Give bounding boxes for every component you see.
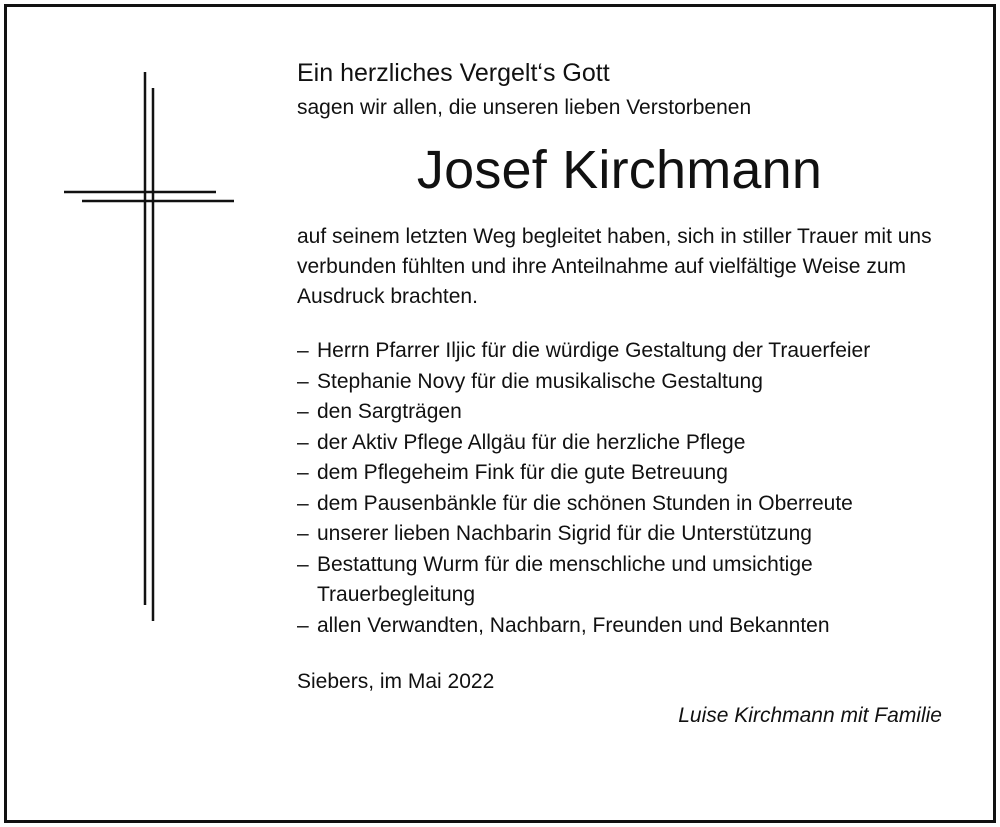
list-item-text: dem Pflegeheim Fink für die gute Betreuung bbox=[317, 461, 728, 484]
list-item-text: den Sargträgen bbox=[317, 400, 462, 423]
list-item-text: Herrn Pfarrer Iljic für die würdige Gestaltung der Trauerfeier bbox=[317, 339, 871, 362]
list-item-text: unserer lieben Nachbarin Sigrid für die Unterstützung bbox=[317, 522, 812, 545]
notice-intro: sagen wir allen, die unseren lieben Verstorbenen bbox=[297, 96, 752, 119]
dash-marker: – bbox=[297, 369, 309, 393]
dash-marker: – bbox=[297, 522, 309, 545]
dash-marker: – bbox=[297, 339, 309, 362]
list-item-text: Stephanie Novy für die musikalische Gestaltung bbox=[317, 369, 763, 393]
notice-heading: Ein herzliches Vergelt‘s Gott bbox=[297, 59, 610, 87]
list-item bbox=[297, 367, 942, 398]
notice-content bbox=[297, 58, 942, 731]
thanks-list bbox=[297, 336, 942, 641]
list-item bbox=[297, 397, 942, 428]
list-item bbox=[297, 458, 942, 489]
place-date: Siebers, im Mai 2022 bbox=[297, 670, 495, 693]
deceased-name: Josef Kirchmann bbox=[416, 140, 823, 200]
dash-marker: – bbox=[297, 613, 309, 637]
list-item bbox=[297, 519, 942, 550]
cross-icon bbox=[0, 0, 260, 640]
dash-marker: – bbox=[297, 491, 309, 515]
dash-marker: – bbox=[297, 461, 309, 484]
list-item bbox=[297, 550, 897, 611]
list-item-text: der Aktiv Pflege Allgäu für die herzliche Pflege bbox=[317, 430, 746, 454]
dash-marker: – bbox=[297, 400, 309, 423]
list-item bbox=[297, 428, 942, 459]
list-item bbox=[297, 489, 942, 520]
list-item bbox=[297, 336, 942, 367]
dash-marker: – bbox=[297, 552, 309, 576]
list-item-text: dem Pausenbänkle für die schönen Stunden in Oberreute bbox=[317, 491, 853, 515]
dash-marker: – bbox=[297, 430, 309, 454]
signature: Luise Kirchmann mit Familie bbox=[678, 704, 942, 727]
notice-body: auf seinem letzten Weg begleitet haben, sich in stiller Trauer mit uns verbunden fühlten und ihre Anteilnahme auf vielfältige Weise zum Ausdruck brachten. bbox=[297, 225, 932, 308]
list-item-text: Bestattung Wurm für die menschliche und umsichtige Trauerbegleitung bbox=[317, 552, 813, 606]
list-item bbox=[297, 611, 942, 642]
list-item-text: allen Verwandten, Nachbarn, Freunden und Bekannten bbox=[317, 613, 830, 637]
